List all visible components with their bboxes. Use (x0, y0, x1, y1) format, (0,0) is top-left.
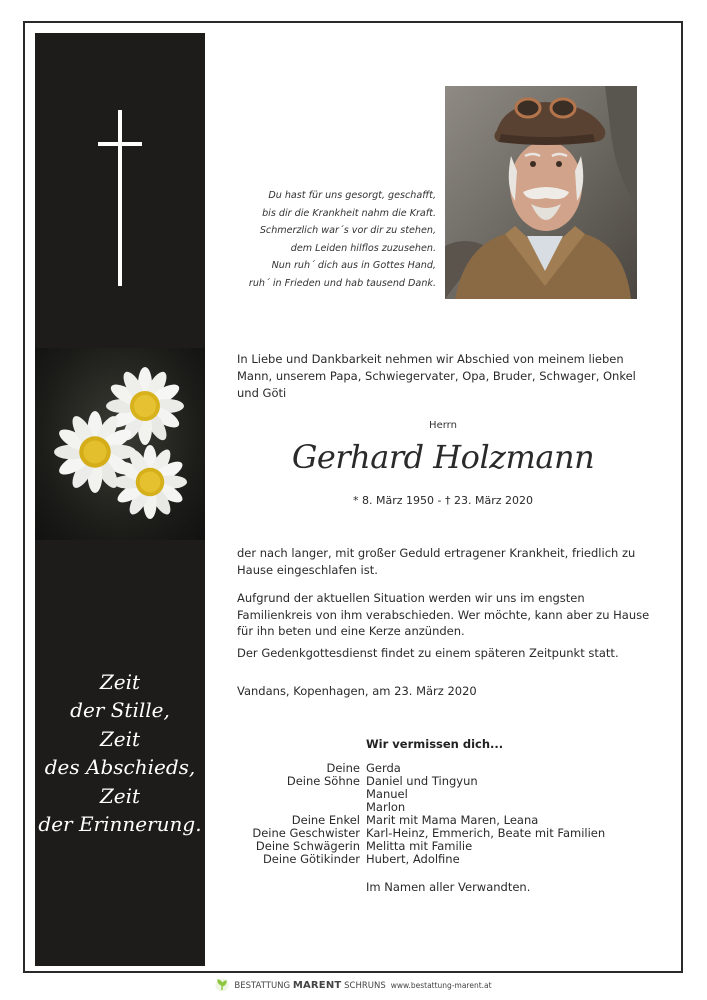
family-relation: Deine Enkel (291, 813, 360, 827)
family-names: Daniel und Tingyun (366, 774, 478, 788)
family-relation: Deine Schwägerin (255, 839, 360, 853)
family-names: Marit mit Mama Maren, Leana (366, 813, 539, 827)
footer (0, 975, 707, 995)
portrait-photo (445, 86, 637, 299)
missing-you-heading: Wir vermissen dich... (366, 737, 504, 751)
footer-website-link[interactable]: www.bestattung-marent.at (390, 980, 492, 990)
family-row (237, 788, 605, 801)
footer-brand-name: MARENT (292, 979, 342, 991)
family-names: Marlon (366, 800, 406, 814)
footer-brand-location: SCHRUNS (344, 980, 386, 991)
sidebar-quote-line: des Abschieds, (44, 755, 196, 780)
memorial-poem (228, 187, 436, 293)
paragraph-passed-away: der nach langer, mit großer Geduld ertragener Krankheit, friedlich zu Hause eingeschlafen ist. (237, 546, 636, 577)
footer-brand (234, 980, 385, 991)
leaf-logo-icon (215, 978, 229, 992)
poem-line: Du hast für uns gesorgt, geschafft, (268, 190, 436, 201)
deceased-name: Gerhard Holzmann (291, 438, 595, 476)
family-names: Manuel (366, 787, 408, 801)
poem-line: Nun ruh´ dich aus in Gottes Hand, (271, 260, 436, 272)
family-names: Gerda (366, 761, 401, 775)
poem-line: bis dir die Krankheit nahm die Kraft. (262, 207, 436, 219)
poem-line: Schmerzlich war´s vor dir zu stehen, (259, 225, 436, 237)
family-relation (237, 788, 366, 801)
sidebar-quote (35, 668, 205, 838)
intro-text: In Liebe und Dankbarkeit nehmen wir Abschied von meinem lieben Mann, unserem Papa, Schwiegervater, Opa, Bruder, Schwager, Onkel und Göti (237, 352, 636, 400)
sidebar-quote-line: Zeit (99, 726, 141, 751)
family-list (237, 762, 605, 866)
cross-icon (118, 110, 122, 286)
sidebar-quote-line: der Erinnerung. (38, 812, 202, 837)
family-names: Karl-Heinz, Emmerich, Beate mit Familien (366, 826, 606, 840)
sidebar-quote-line: Zeit (99, 783, 141, 808)
poem-line: ruh´ in Frieden und hab tausend Dank. (248, 277, 436, 289)
sidebar-quote-line: Zeit (99, 670, 141, 694)
place-and-date: Vandans, Kopenhagen, am 23. März 2020 (237, 684, 477, 698)
footer-brand-prefix: BESTATTUNG (234, 980, 291, 991)
sidebar-quote-line: der Stille, (70, 698, 170, 723)
family-relation: Deine Götikinder (262, 852, 360, 866)
closing-line: Im Namen aller Verwandten. (366, 880, 531, 894)
paragraph-farewell: Aufgrund der aktuellen Situation werden wir uns im engsten Familienkreis von ihm verabschieden. Wer möchte, kann aber zu Hause für ihn beten und eine Kerze anzünden. (237, 591, 650, 638)
family-relation: Deine Geschwister (252, 826, 360, 840)
family-names: Melitta mit Familie (366, 839, 473, 853)
cross-icon-crossbar (98, 142, 142, 146)
family-relation: Deine Söhne (286, 774, 360, 788)
family-row (237, 775, 605, 788)
family-relation: Deine (326, 761, 360, 775)
life-dates: * 8. März 1950 - † 23. März 2020 (353, 494, 533, 507)
daisy-flowers-image (35, 348, 205, 540)
family-names: Hubert, Adolfine (366, 852, 460, 866)
salutation: Herrn (429, 420, 457, 431)
family-row (237, 853, 605, 866)
paragraph-memorial-service: Der Gedenkgottesdienst findet zu einem späteren Zeitpunkt statt. (237, 646, 619, 660)
poem-line: dem Leiden hilflos zuzusehen. (290, 242, 436, 254)
